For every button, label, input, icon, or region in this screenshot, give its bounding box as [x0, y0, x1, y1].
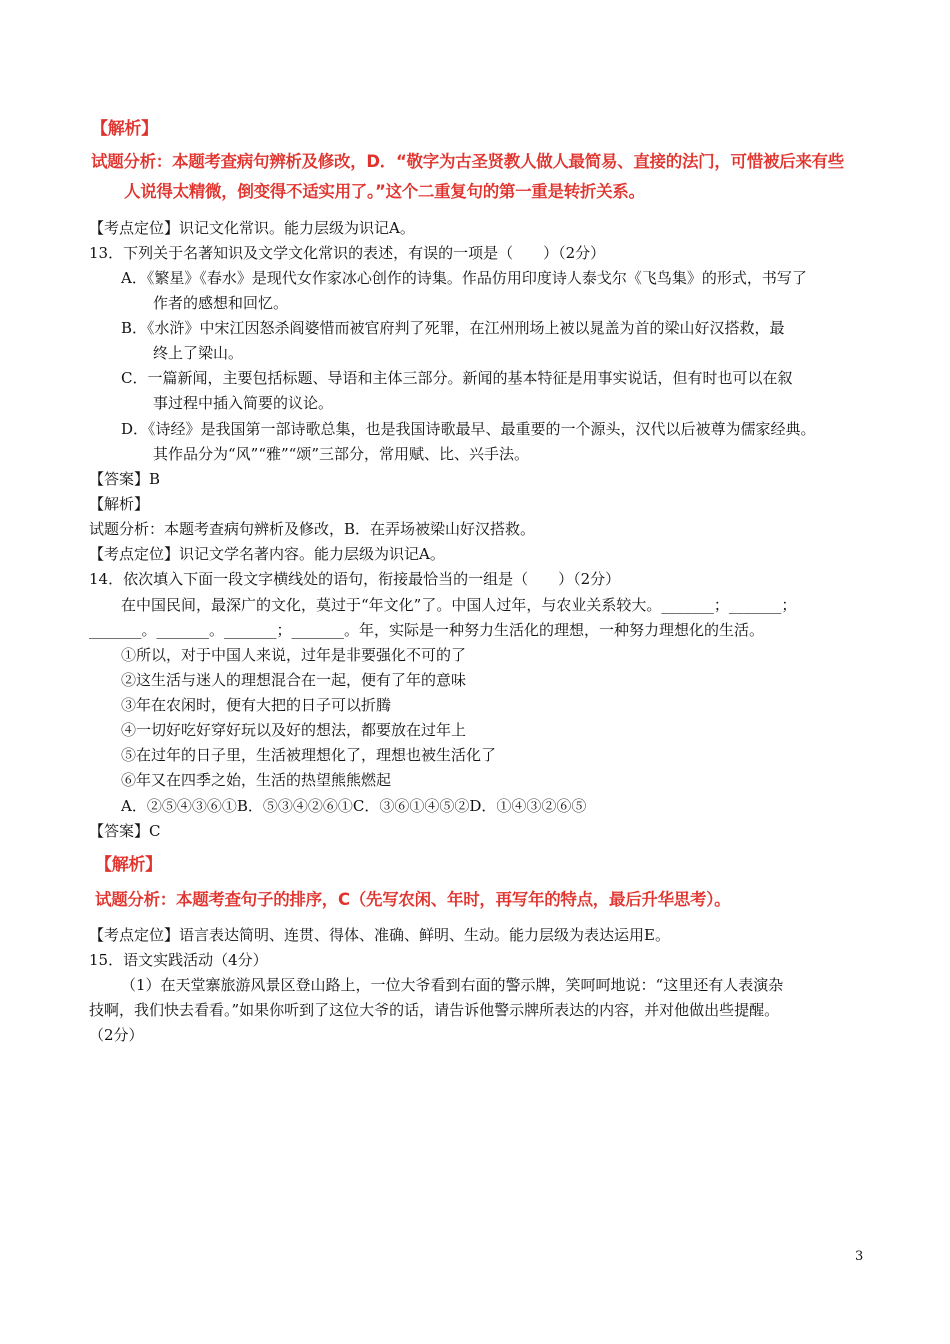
question-15-stem: 15．语文实践活动（4分） — [89, 951, 268, 969]
question-text: （1）在天堂寨旅游风景区登山路上，一位大爷看到右面的警示牌，笑呵呵地说：“这里还有人表演杂 — [121, 976, 784, 994]
option-b: 终上了梁山。 — [153, 344, 244, 362]
sentence-option: ⑥年又在四季之始，生活的热望熊熊燃起 — [121, 771, 392, 789]
analysis-heading: 【解析】 — [95, 855, 162, 875]
passage: 在中国民间，最深广的文化，莫过于“年文化”了。中国人过年，与农业关系较大。_______；_______； — [121, 596, 797, 614]
sentence-option: ①所以，对于中国人来说，过年是非要强化不可的了 — [121, 646, 467, 664]
option-c: 事过程中插入简要的议论。 — [153, 394, 334, 412]
sentence-option: ④一切好吃好穿好玩以及好的想法，都要放在过年上 — [121, 721, 467, 739]
analysis-text: 试题分析：本题考查病句辨析及修改，D．“敬字为古圣贤教人做人最简易、直接的法门，可惜被后来有些 — [91, 152, 844, 171]
knowledge-point: 【考点定位】语言表达简明、连贯、得体、准确、鲜明、生动。能力层级为表达运用E。 — [89, 926, 670, 944]
analysis-heading: 【解析】 — [91, 119, 158, 139]
option-b: B．《水浒》中宋江因怒杀阎婆惜而被官府判了死罪，在江州刑场上被以晁盖为首的梁山好汉搭救，最 — [121, 319, 785, 337]
sentence-option: ③年在农闲时，便有大把的日子可以折腾 — [121, 696, 392, 714]
sentence-option: ②这生活与迷人的理想混合在一起，便有了年的意味 — [121, 671, 467, 689]
option-d: 其作品分为“风”“雅”“颂”三部分，常用赋、比、兴手法。 — [153, 445, 530, 463]
option-a: 作者的感想和回忆。 — [153, 294, 289, 312]
analysis-text: 试题分析：本题考查句子的排序，C（先写农闲、年时，再写年的特点，最后升华思考）。 — [95, 890, 731, 909]
knowledge-point: 【考点定位】识记文化常识。能力层级为识记A。 — [89, 219, 415, 237]
option-a: A．《繁星》《春水》是现代女作家冰心创作的诗集。作品仿用印度诗人泰戈尔《飞鸟集》的形式，书写了 — [121, 269, 807, 287]
passage: _______。_______。_______；_______。年，实际是一种努力生活化的理想，一种努力理想化的生活。 — [89, 621, 765, 639]
analysis-text: 试题分析：本题考查病句辨析及修改，B．在弄场被梁山好汉搭救。 — [89, 520, 536, 538]
answer: 【答案】B — [89, 470, 161, 488]
page-number: 3 — [855, 1249, 864, 1264]
question-text: 技啊，我们快去看看。”如果你听到了这位大爷的话，请告诉他警示牌所表达的内容，并对他做出些提醒。 — [89, 1001, 780, 1019]
question-13-stem: 13．下列关于名著知识及文学文化常识的表述，有误的一项是（ ）（2分） — [89, 244, 606, 262]
question-14-stem: 14．依次填入下面一段文字横线处的语句，衔接最恰当的一组是（ ）（2分） — [89, 570, 621, 588]
answer: 【答案】C — [89, 822, 161, 840]
question-text: （2分） — [89, 1026, 144, 1044]
answer-choices: A．②⑤④③⑥①B．⑤③④②⑥①C．③⑥①④⑤②D．①④③②⑥⑤ — [121, 797, 587, 815]
analysis-heading: 【解析】 — [89, 495, 150, 513]
sentence-option: ⑤在过年的日子里，生活被理想化了，理想也被生活化了 — [121, 746, 497, 764]
option-d: D．《诗经》是我国第一部诗歌总集，也是我国诗歌最早、最重要的一个源头，汉代以后被尊为儒家经典。 — [121, 420, 816, 438]
analysis-text: 人说得太精微，倒变得不适实用了。”这个二重复句的第一重是转折关系。 — [124, 182, 645, 201]
knowledge-point: 【考点定位】识记文学名著内容。能力层级为识记A。 — [89, 545, 445, 563]
option-c: C．一篇新闻，主要包括标题、导语和主体三部分。新闻的基本特征是用事实说话，但有时也可以在叙 — [121, 369, 793, 387]
